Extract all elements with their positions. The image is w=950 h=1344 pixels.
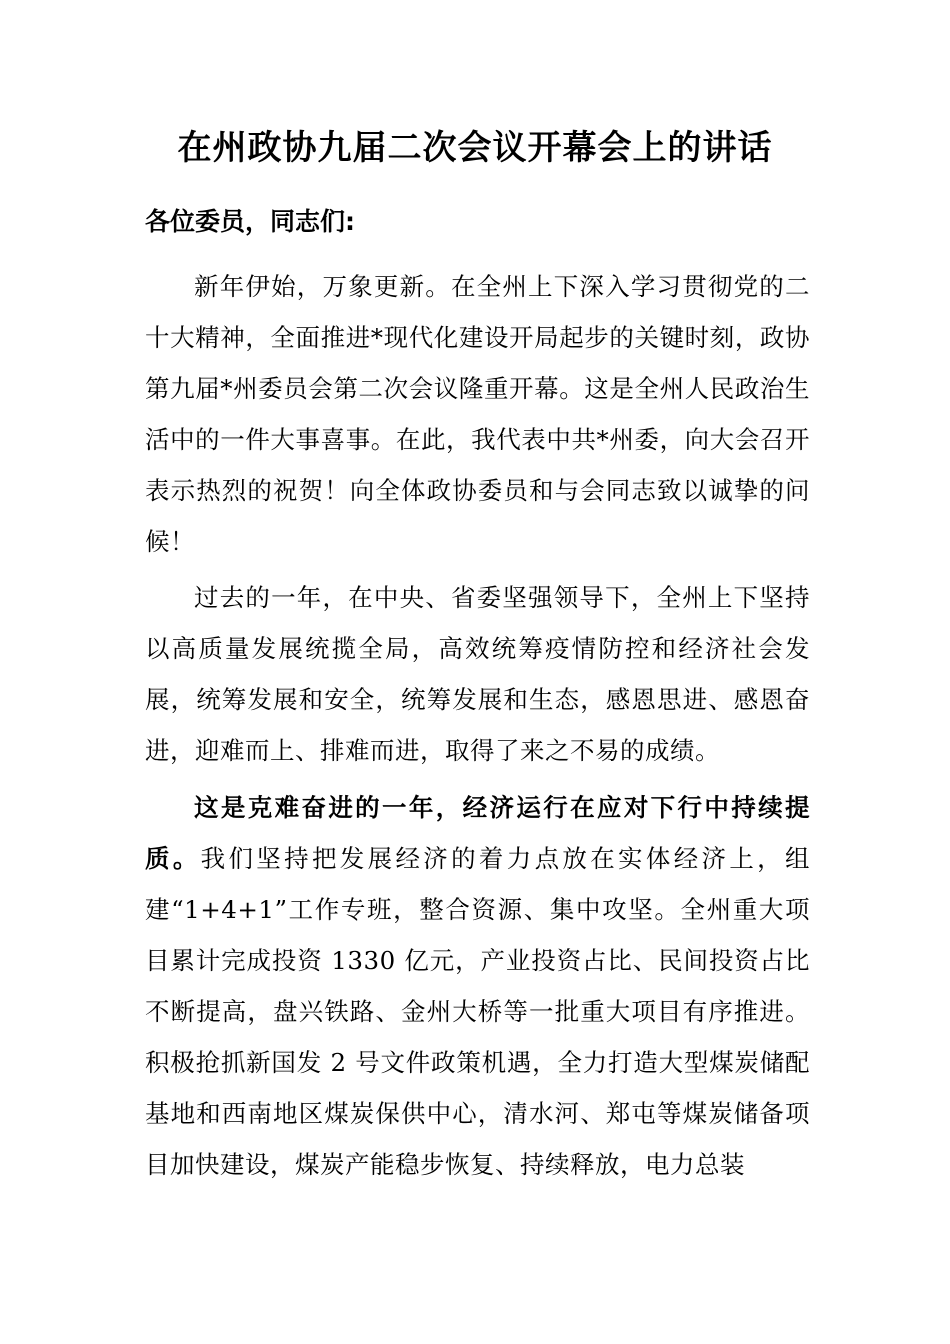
paragraph-3-text: 我们坚持把发展经济的着力点放在实体经济上，组建“1+4+1”工作专班，整合资源、集中攻坚。全州重大项目累计完成投资 1330 亿元，产业投资占比、民间投资占比不断提高，盘兴铁路、金州大桥等一批重大项目有序推进。积极抢抓新国发 2 号文件政策机遇，全力打造大型煤炭储配基地和西南地区煤炭保供中心，清水河、郑屯等煤炭储备项目加快建设，煤炭产能稳步恢复、持续释放，电力总装 [145,844,811,1179]
salutation: 各位委员，同志们: [145,207,355,236]
paragraph-1 [145,261,810,567]
paragraph-1-text: 新年伊始，万象更新。在全州上下深入学习贯彻党的二十大精神，全面推进*现代化建设开局起步的关键时刻，政协第九届*州委员会第二次会议隆重开幕。这是全州人民政治生活中的一件大事喜事。在此，我代表中共*州委，向大会召开表示热烈的祝贺！向全体政协委员和与会同志致以诚挚的问候！ [145,272,810,556]
document-title: 在州政协九届二次会议开幕会上的讲话 [177,128,773,168]
paragraph-3-lead-sentence: 这是克难奋进的一年，经济运行在应对下行中持续提质。 [145,793,810,873]
paragraph-3 [145,782,810,1190]
paragraph-2 [145,572,810,776]
paragraph-2-text: 过去的一年，在中央、省委坚强领导下，全州上下坚持以高质量发展统揽全局，高效统筹疫情防控和经济社会发展，统筹发展和安全，统筹发展和生态，感恩思进、感恩奋进，迎难而上、排难而进，取得了来之不易的成绩。 [145,583,810,765]
